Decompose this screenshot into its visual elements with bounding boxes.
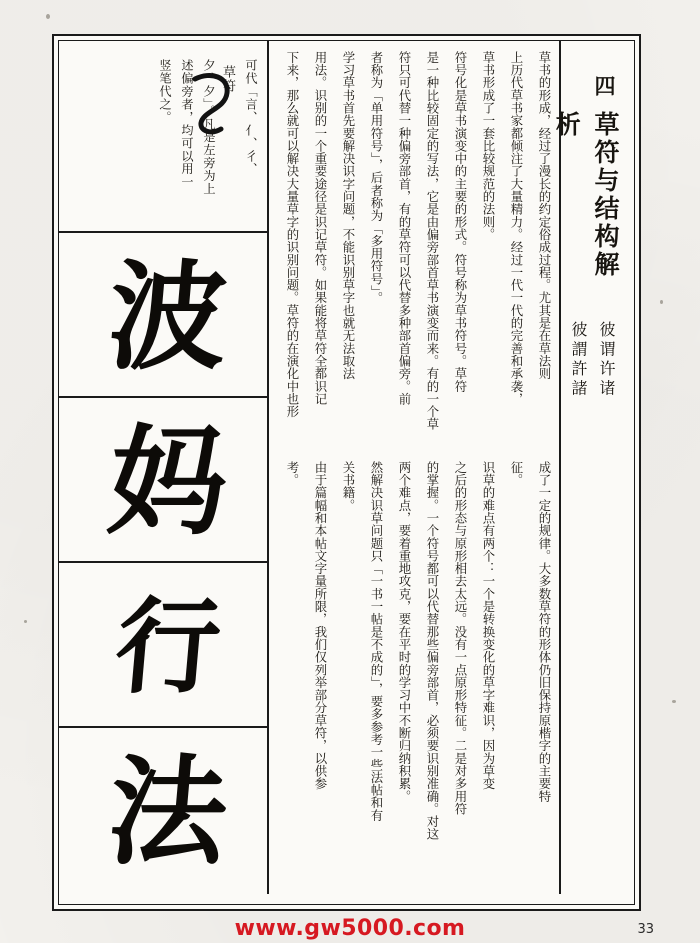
body-text-column: 征。: [509, 461, 524, 487]
scan-speck: [46, 14, 50, 19]
caption-line: 述偏旁者，均可以用一: [180, 59, 194, 189]
body-text-column: 两个难点，要着重地攻克，要在平时的学习中不断归纳积累。: [397, 461, 412, 803]
chapter-number: 四: [592, 75, 616, 98]
body-text-column: 之后的形态与原形相去太远。没有一点原形特征。二是对多用符: [453, 461, 468, 816]
body-text-column: 符只可代替一种偏旁部首，有的草符可以代替多种部首偏旁。前: [397, 51, 412, 406]
scan-speck: [660, 300, 663, 304]
body-text-column: 然解决识草问题只「一书一帖是不成的」，要多参考一些法帖和有: [369, 461, 384, 822]
watermark-url: www.gw5000.com: [234, 916, 466, 941]
calligraphy-cell: [73, 565, 263, 729]
body-text-column: 符号化是草书演变中的主要的形式。符号称为草书符号。草符: [453, 51, 468, 393]
body-text-column: 下来，那么就可以解决大量草字的识别问题。草符的在演化中也形: [285, 51, 300, 418]
body-text-column: 考。: [285, 461, 300, 487]
chapter-subtitle-traditional: 彼謂許諸: [569, 321, 588, 400]
chapter-title: 草符与结构解析: [552, 111, 620, 279]
body-text-column: 成了一定的规律。大多数草符的形体仍旧保持原楷字的主要特: [537, 461, 552, 803]
chapter-heading-band: [538, 49, 626, 904]
caption-panel: [73, 49, 263, 235]
calligraphy-glyph: 妈: [102, 412, 234, 551]
calligraphy-cell: [73, 400, 263, 564]
caption-line: 竖笔代之。: [158, 59, 172, 124]
scan-speck: [672, 700, 676, 703]
body-text-column: 由于篇幅和本帖文字量所限，我们仅列举部分草符，以供参: [313, 461, 328, 790]
chapter-subtitle-simplified: 彼谓许诸: [597, 321, 616, 400]
column-divider-left: [267, 41, 269, 894]
caption-label: 草符: [220, 65, 235, 94]
caption-line: 可代「言、亻、彳、: [244, 59, 258, 176]
calligraphy-glyph: 行: [110, 585, 226, 708]
body-text-column: 学习草书首先要解决识字问题，不能识别草字也就无法取法: [341, 51, 356, 380]
body-text-column: 草书形成了一套比较规范的法则。: [481, 51, 496, 241]
body-text-column: 的掌握。一个符号都可以代替那些偏旁部首，必须要识别准确。对这: [425, 461, 440, 841]
page-number: 33: [637, 922, 654, 937]
scan-speck: [24, 620, 27, 623]
body-text-column: 用法。识别的一个重要途径是识记草符。如果能将草符全都识记: [313, 51, 328, 406]
body-text-column: 关书籍。: [341, 461, 356, 512]
page-border-frame-inner: [58, 40, 635, 905]
body-text-column: 识草的难点有两个：一个是转换变化的草字难识，因为草变: [481, 461, 496, 790]
page-border-frame: [52, 34, 641, 911]
body-text-column: 草书的形成，经过了漫长的约定俗成过程。尤其是在草法则: [537, 51, 552, 380]
body-text-lower-block: [273, 461, 555, 886]
body-text-column: 上历代草书家都倾注了大量精力。经过一代一代的完善和承袭，: [509, 51, 524, 406]
body-text-upper-block: [273, 51, 555, 451]
body-text-column: 者称为「单用符号」，后者称为「多用符号」。: [369, 51, 384, 305]
calligraphy-cell: [73, 235, 263, 399]
calligraphy-glyph: 波: [102, 247, 234, 386]
body-text-column: 是一种比较固定的写法，它是由偏旁部首草书演变而来。有的一个草: [425, 51, 440, 431]
calligraphy-glyph: 法: [102, 742, 234, 881]
calligraphy-cell: [73, 730, 263, 894]
caption-line: 夕、夕」。凡是左旁为上: [202, 59, 216, 196]
